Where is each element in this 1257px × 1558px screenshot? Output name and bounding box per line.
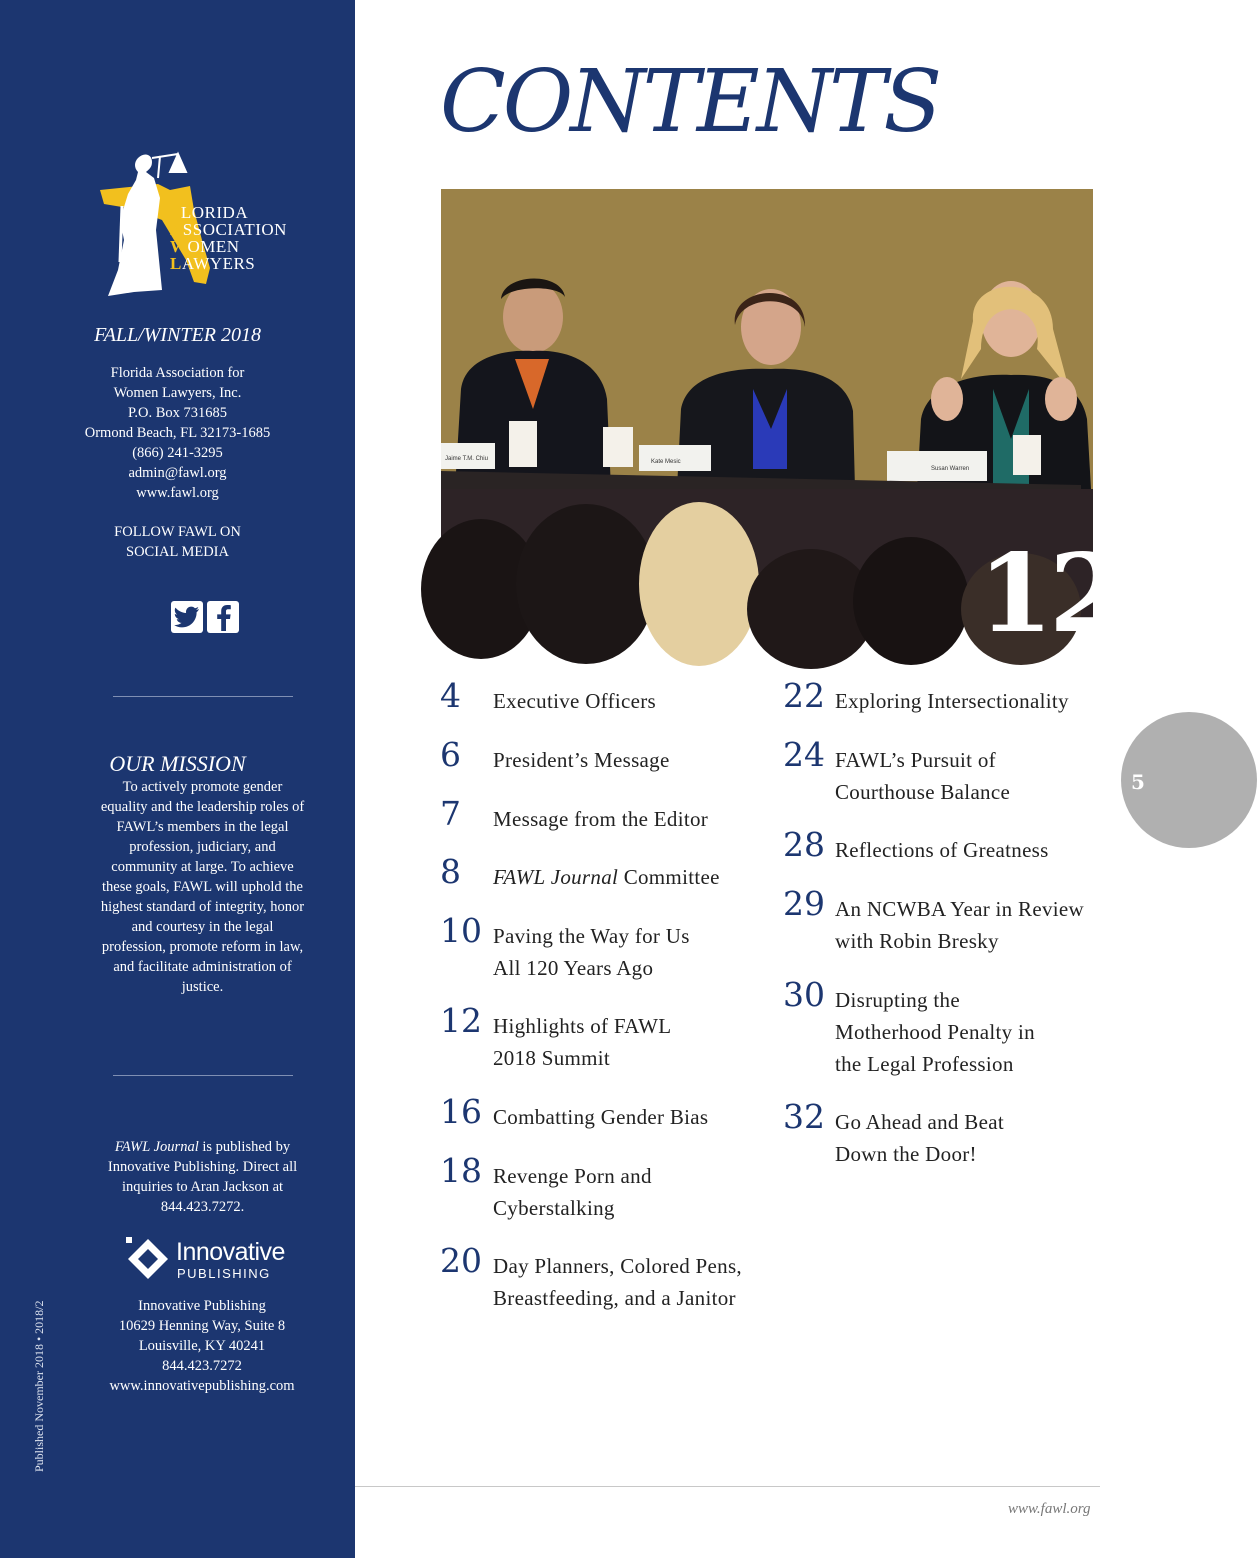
publishing-label: PUBLISHING — [177, 1266, 271, 1281]
sidebar — [0, 0, 355, 1558]
toc-title: Day Planners, Colored Pens, — [493, 1254, 742, 1278]
toc-title: Executive Officers — [493, 689, 657, 713]
published-date: Published November 2018 • 2018/2 — [32, 1300, 46, 1472]
toc-entry[interactable] — [440, 1001, 672, 1070]
footer-divider — [355, 1486, 1100, 1487]
toc-page-number: 29 — [783, 884, 825, 923]
toc-title: Go Ahead and Beat — [835, 1110, 1004, 1134]
toc-title: Disrupting the — [835, 988, 960, 1012]
logo-wordmark: FLORIDA ASSOCIATION WOMEN LAWYERS — [170, 203, 287, 273]
toc-title: Message from the Editor — [493, 807, 709, 831]
toc-entry[interactable] — [783, 676, 1069, 715]
toc-entry[interactable] — [440, 1151, 652, 1220]
toc-entry[interactable] — [440, 794, 709, 833]
toc-page-number: 24 — [783, 735, 825, 774]
toc-title: An NCWBA Year in Review — [835, 897, 1084, 921]
toc-title: Cyberstalking — [493, 1196, 615, 1220]
issue-label: FALL/WINTER 2018 — [94, 324, 261, 346]
footer-website-link[interactable]: www.fawl.org — [1008, 1501, 1091, 1517]
toc-title: Revenge Porn and — [493, 1164, 652, 1188]
toc-title: Motherhood Penalty in — [835, 1020, 1035, 1044]
toc-entry[interactable] — [440, 1241, 742, 1310]
toc-entry[interactable] — [440, 735, 670, 774]
publisher-address: Innovative Publishing 10629 Henning Way, Suite 8 Louisville, KY 40241 844.423.7272 www.innovativepublishing.com — [82, 1296, 322, 1396]
toc-page-number: 4 — [440, 676, 461, 715]
summit-panel-photo — [441, 189, 1121, 657]
toc-title: Exploring Intersectionality — [835, 689, 1069, 713]
toc-title: All 120 Years Ago — [493, 956, 654, 980]
toc-title: FAWL’s Pursuit of — [835, 748, 996, 772]
toc-page-number: 8 — [440, 852, 461, 891]
toc-entry[interactable] — [440, 852, 720, 891]
toc-page-number: 6 — [440, 735, 461, 774]
facebook-icon[interactable] — [207, 601, 239, 633]
placard-mesic: Kate Mesic — [651, 459, 681, 465]
toc-title: with Robin Bresky — [835, 929, 999, 953]
email-link[interactable]: admin@fawl.org — [128, 465, 227, 481]
toc-page-number: 28 — [783, 825, 825, 864]
follow-heading: FOLLOW FAWL ON SOCIAL MEDIA — [114, 524, 241, 560]
toc-title: the Legal Profession — [835, 1052, 1014, 1076]
photo-page-number: 12 — [978, 531, 1121, 657]
toc-entry[interactable] — [440, 1092, 709, 1131]
toc-title: Down the Door! — [835, 1142, 977, 1166]
toc-page-number: 16 — [440, 1092, 482, 1131]
toc-entry[interactable] — [783, 735, 1011, 804]
toc-page-number: 12 — [440, 1001, 482, 1040]
toc-entry[interactable] — [440, 911, 690, 980]
toc-title: FAWL Journal Committee — [493, 865, 720, 889]
page-number: 5 — [1131, 770, 1145, 794]
toc-title: Reflections of Greatness — [835, 838, 1049, 862]
contact-address: Florida Association for Women Lawyers, Inc. P.O. Box 731685 Ormond Beach, FL 32173-1685 (866) 241-3295 admin@fawl.org www.fawl.org — [0, 363, 380, 503]
toc-title: Courthouse Balance — [835, 780, 1011, 804]
innovative-name: Innovative — [176, 1238, 285, 1266]
toc-title: 2018 Summit — [493, 1046, 611, 1070]
toc-title: Highlights of FAWL — [493, 1014, 672, 1038]
toc-entry[interactable] — [440, 676, 657, 715]
toc-title: Paving the Way for Us — [493, 924, 690, 948]
toc-page-number: 22 — [783, 676, 825, 715]
mission-text: To actively promote gender equality and the leadership roles of FAWL’s members in the legal profession, judiciary, and community at large. To achieve these goals, FAWL will uphold the highest standard of integrity, honor and courtesy in the legal profession, promote reform in law, and facilitate administration of justice. — [100, 779, 305, 995]
toc-page-number: 10 — [440, 911, 482, 950]
divider — [113, 1075, 293, 1076]
toc-title: Breastfeeding, and a Janitor — [493, 1286, 736, 1310]
toc-title: President’s Message — [493, 748, 670, 772]
divider — [113, 696, 293, 697]
placard-chiu: Jaime T.M. Chiu — [445, 456, 488, 462]
toc-title: Combatting Gender Bias — [493, 1105, 709, 1129]
social-links — [171, 601, 239, 633]
mission-title: OUR MISSION — [109, 751, 246, 776]
toc-page-number: 30 — [783, 975, 825, 1014]
toc-page-number: 18 — [440, 1151, 482, 1190]
publisher-website-link[interactable]: www.innovativepublishing.com — [109, 1378, 295, 1394]
toc-page-number: 7 — [440, 794, 461, 833]
page-title: CONTENTS — [440, 52, 940, 152]
toc-entry[interactable] — [783, 825, 1049, 864]
toc-entry[interactable] — [783, 884, 1084, 953]
twitter-icon[interactable] — [171, 601, 203, 633]
placard-warren: Susan Warren — [931, 466, 970, 472]
publisher-note: FAWL Journal is published by Innovative Publishing. Direct all inquiries to Aran Jackson at 844.423.7272. — [107, 1139, 298, 1215]
toc-page-number: 20 — [440, 1241, 482, 1280]
website-link[interactable]: www.fawl.org — [136, 485, 219, 501]
toc-page-number: 32 — [783, 1097, 825, 1136]
toc-entry[interactable] — [783, 1097, 1004, 1166]
toc-entry[interactable] — [783, 975, 1035, 1076]
